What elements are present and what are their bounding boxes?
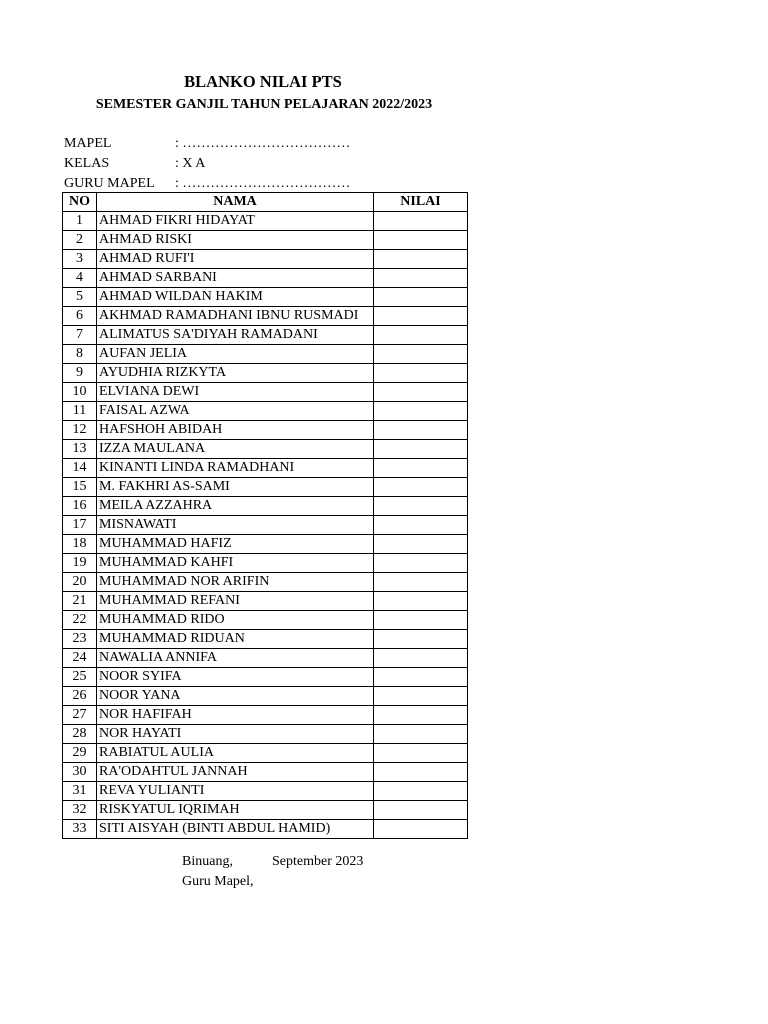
grade-cell[interactable] (374, 326, 468, 345)
grade-cell[interactable] (374, 706, 468, 725)
student-name: AYUDHIA RIZKYTA (97, 364, 374, 383)
student-name: AHMAD WILDAN HAKIM (97, 288, 374, 307)
grade-cell[interactable] (374, 592, 468, 611)
header-no: NO (63, 193, 97, 212)
row-number: 19 (63, 554, 97, 573)
student-name: AHMAD RUFI'I (97, 250, 374, 269)
grade-cell[interactable] (374, 554, 468, 573)
table-row (63, 668, 468, 687)
table-row (63, 573, 468, 592)
row-number: 9 (63, 364, 97, 383)
row-number: 18 (63, 535, 97, 554)
table-row (63, 706, 468, 725)
table-row (63, 611, 468, 630)
signature-date: September 2023 (272, 854, 364, 869)
grade-cell[interactable] (374, 478, 468, 497)
student-name: SITI AISYAH (BINTI ABDUL HAMID) (97, 820, 374, 839)
table-row (63, 440, 468, 459)
row-number: 20 (63, 573, 97, 592)
table-row (63, 763, 468, 782)
row-number: 8 (63, 345, 97, 364)
student-name: NOR HAFIFAH (97, 706, 374, 725)
grade-cell[interactable] (374, 345, 468, 364)
row-number: 27 (63, 706, 97, 725)
kelas-value: : X A (175, 156, 206, 171)
grade-cell[interactable] (374, 630, 468, 649)
student-name: HAFSHOH ABIDAH (97, 421, 374, 440)
table-row (63, 687, 468, 706)
grade-cell[interactable] (374, 307, 468, 326)
row-number: 29 (63, 744, 97, 763)
row-number: 5 (63, 288, 97, 307)
row-number: 24 (63, 649, 97, 668)
student-name: ELVIANA DEWI (97, 383, 374, 402)
grade-cell[interactable] (374, 516, 468, 535)
grade-cell[interactable] (374, 820, 468, 839)
table-row (63, 592, 468, 611)
row-number: 6 (63, 307, 97, 326)
grade-cell[interactable] (374, 383, 468, 402)
student-name: MUHAMMAD REFANI (97, 592, 374, 611)
kelas-label: KELAS (64, 156, 110, 171)
row-number: 32 (63, 801, 97, 820)
grade-cell[interactable] (374, 687, 468, 706)
table-row (63, 326, 468, 345)
mapel-value: : ……………………………… (175, 136, 351, 151)
row-number: 3 (63, 250, 97, 269)
student-name: AHMAD RISKI (97, 231, 374, 250)
table-row (63, 307, 468, 326)
student-name: ALIMATUS SA'DIYAH RAMADANI (97, 326, 374, 345)
table-row (63, 535, 468, 554)
grade-cell[interactable] (374, 801, 468, 820)
info-row-guru (64, 174, 350, 194)
signature-role: Guru Mapel, (182, 874, 254, 889)
table-row (63, 516, 468, 535)
row-number: 22 (63, 611, 97, 630)
grade-cell[interactable] (374, 611, 468, 630)
document-title: BLANKO NILAI PTS (184, 72, 342, 91)
row-number: 31 (63, 782, 97, 801)
guru-value: : ……………………………… (175, 176, 351, 191)
table-row (63, 459, 468, 478)
table-row (63, 288, 468, 307)
row-number: 2 (63, 231, 97, 250)
student-name: NOOR YANA (97, 687, 374, 706)
student-name: MISNAWATI (97, 516, 374, 535)
header-nama: NAMA (97, 193, 374, 212)
row-number: 23 (63, 630, 97, 649)
table-row (63, 630, 468, 649)
mapel-label: MAPEL (64, 136, 112, 151)
student-name: AUFAN JELIA (97, 345, 374, 364)
row-number: 14 (63, 459, 97, 478)
student-name: AHMAD FIKRI HIDAYAT (97, 212, 374, 231)
row-number: 33 (63, 820, 97, 839)
student-name: AKHMAD RAMADHANI IBNU RUSMADI (97, 307, 374, 326)
grade-cell[interactable] (374, 250, 468, 269)
grade-cell[interactable] (374, 364, 468, 383)
guru-label: GURU MAPEL (64, 176, 155, 191)
row-number: 4 (63, 269, 97, 288)
grade-cell[interactable] (374, 459, 468, 478)
student-name: MUHAMMAD RIDO (97, 611, 374, 630)
table-row (63, 231, 468, 250)
grade-cell[interactable] (374, 763, 468, 782)
grade-cell[interactable] (374, 668, 468, 687)
row-number: 12 (63, 421, 97, 440)
row-number: 21 (63, 592, 97, 611)
row-number: 11 (63, 402, 97, 421)
grade-cell[interactable] (374, 212, 468, 231)
student-name: IZZA MAULANA (97, 440, 374, 459)
row-number: 15 (63, 478, 97, 497)
student-name: AHMAD SARBANI (97, 269, 374, 288)
student-name: NAWALIA ANNIFA (97, 649, 374, 668)
student-name: NOR HAYATI (97, 725, 374, 744)
student-name: KINANTI LINDA RAMADHANI (97, 459, 374, 478)
table-row (63, 421, 468, 440)
table-row (63, 554, 468, 573)
grade-cell[interactable] (374, 649, 468, 668)
grades-table (62, 192, 468, 839)
student-name: NOOR SYIFA (97, 668, 374, 687)
table-row (63, 649, 468, 668)
student-name: MUHAMMAD RIDUAN (97, 630, 374, 649)
header-nilai: NILAI (374, 193, 468, 212)
grade-cell[interactable] (374, 744, 468, 763)
grade-cell[interactable] (374, 440, 468, 459)
grade-cell[interactable] (374, 269, 468, 288)
student-name: FAISAL AZWA (97, 402, 374, 421)
table-row (63, 478, 468, 497)
info-row-kelas (64, 154, 205, 174)
table-row (63, 497, 468, 516)
student-name: RABIATUL AULIA (97, 744, 374, 763)
grade-cell[interactable] (374, 497, 468, 516)
grade-cell[interactable] (374, 231, 468, 250)
student-name: RA'ODAHTUL JANNAH (97, 763, 374, 782)
student-name: MEILA AZZAHRA (97, 497, 374, 516)
row-number: 13 (63, 440, 97, 459)
grade-cell[interactable] (374, 288, 468, 307)
row-number: 25 (63, 668, 97, 687)
student-name: MUHAMMAD HAFIZ (97, 535, 374, 554)
row-number: 10 (63, 383, 97, 402)
table-row (63, 402, 468, 421)
table-row (63, 345, 468, 364)
table-row (63, 744, 468, 763)
grade-cell[interactable] (374, 402, 468, 421)
table-row (63, 725, 468, 744)
grade-cell[interactable] (374, 725, 468, 744)
student-name: M. FAKHRI AS-SAMI (97, 478, 374, 497)
grade-cell[interactable] (374, 573, 468, 592)
row-number: 17 (63, 516, 97, 535)
table-row (63, 801, 468, 820)
table-row (63, 250, 468, 269)
row-number: 26 (63, 687, 97, 706)
signature-place: Binuang, (182, 854, 233, 869)
student-name: RISKYATUL IQRIMAH (97, 801, 374, 820)
table-row (63, 782, 468, 801)
row-number: 7 (63, 326, 97, 345)
table-row (63, 364, 468, 383)
table-header-row (63, 193, 468, 212)
document-subtitle: SEMESTER GANJIL TAHUN PELAJARAN 2022/2023 (95, 97, 433, 112)
table-row (63, 383, 468, 402)
grades-table-body (63, 212, 468, 839)
student-name: MUHAMMAD NOR ARIFIN (97, 573, 374, 592)
grade-cell[interactable] (374, 535, 468, 554)
student-name: REVA YULIANTI (97, 782, 374, 801)
table-row (63, 269, 468, 288)
row-number: 16 (63, 497, 97, 516)
grade-cell[interactable] (374, 421, 468, 440)
row-number: 1 (63, 212, 97, 231)
row-number: 30 (63, 763, 97, 782)
table-row (63, 820, 468, 839)
table-row (63, 212, 468, 231)
info-row-mapel (64, 134, 350, 154)
grade-cell[interactable] (374, 782, 468, 801)
student-name: MUHAMMAD KAHFI (97, 554, 374, 573)
row-number: 28 (63, 725, 97, 744)
